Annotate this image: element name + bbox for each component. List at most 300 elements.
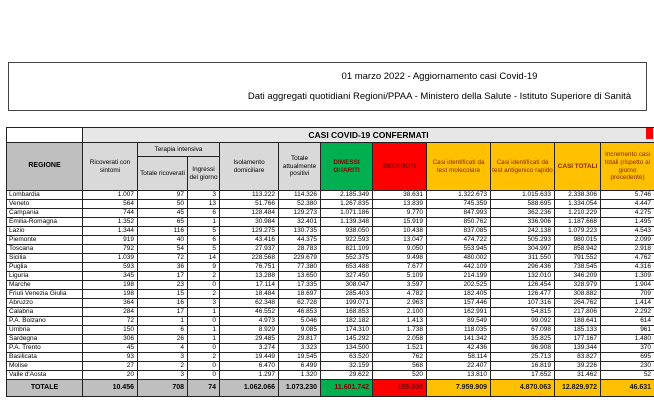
table-row [7,218,654,227]
table-row [7,254,654,263]
cell-terapia-totale-ricoverati: 2 [138,362,188,371]
cell-terapia-ingressi-giorno: 1 [188,308,220,317]
cell-deceduti: 9.050 [373,245,427,254]
cell-totale-attualmente-positivi: 18.697 [279,290,321,299]
totale-ricoverati-con-sintomi: 10.456 [83,380,138,397]
cell-terapia-ingressi-giorno: 3 [188,191,220,200]
cell-isolamento-domiciliare: 29.485 [220,335,279,344]
cell-totale-attualmente-positivi: 46.853 [279,308,321,317]
cell-isolamento-domiciliare: 4.973 [220,317,279,326]
cell-ricoverati-con-sintomi: 564 [83,200,138,209]
region-name: Campania [7,209,83,218]
cell-totale-attualmente-positivi: 5.046 [279,317,321,326]
cell-dimessi-guariti: 199.071 [321,299,373,308]
cell-ricoverati-con-sintomi: 45 [83,344,138,353]
table-row [7,326,654,335]
cell-terapia-totale-ricoverati: 4 [138,344,188,353]
cell-terapia-totale-ricoverati: 72 [138,254,188,263]
table-row [7,362,654,371]
cell-deceduti: 1.738 [373,326,427,335]
cell-deceduti: 762 [373,353,427,362]
cell-casi-test-molecolare: 182.405 [427,290,491,299]
cell-dimessi-guariti: 145.292 [321,335,373,344]
cell-totale-attualmente-positivi: 114.326 [279,191,321,200]
cell-casi-test-antigenico: 242.138 [491,227,555,236]
col-header-incremento-casi-totali: Incremento casi totali (rispetto al giorno precedente) [601,143,654,191]
cell-isolamento-domiciliare: 6.470 [220,362,279,371]
report-header [8,62,647,111]
cell-terapia-ingressi-giorno: 1 [188,326,220,335]
cell-terapia-ingressi-giorno: 14 [188,254,220,263]
cell-deceduti: 5.109 [373,272,427,281]
cell-ricoverati-con-sintomi: 27 [83,362,138,371]
cell-casi-test-antigenico: 132.010 [491,272,555,281]
cell-terapia-totale-ricoverati: 26 [138,335,188,344]
cell-terapia-totale-ricoverati: 65 [138,218,188,227]
cell-incremento-casi-totali: 695 [601,353,654,362]
cell-dimessi-guariti: 552.375 [321,254,373,263]
cell-casi-test-antigenico: 17.652 [491,371,555,380]
cell-ricoverati-con-sintomi: 792 [83,245,138,254]
cell-ricoverati-con-sintomi: 93 [83,353,138,362]
col-header-casi-test-antigenico: Casi identificati da test antigenico rapido [491,143,555,191]
col-header-regione: REGIONE [7,143,83,191]
table-row [7,299,654,308]
cell-dimessi-guariti: 168.853 [321,308,373,317]
cell-deceduti: 15.919 [373,218,427,227]
cell-terapia-totale-ricoverati: 116 [138,227,188,236]
banner-empty-cell [7,128,83,143]
cell-ricoverati-con-sintomi: 1.007 [83,191,138,200]
cell-ricoverati-con-sintomi: 1.039 [83,254,138,263]
cell-casi-test-antigenico: 311.550 [491,254,555,263]
covid-table [6,127,654,397]
cell-terapia-totale-ricoverati: 23 [138,281,188,290]
col-header-casi-totali: CASI TOTALI [555,143,601,191]
cell-isolamento-domiciliare: 1.297 [220,371,279,380]
cell-isolamento-domiciliare: 30.984 [220,218,279,227]
table-row [7,290,654,299]
cell-casi-test-antigenico: 505.293 [491,236,555,245]
cell-ricoverati-con-sintomi: 284 [83,308,138,317]
cell-isolamento-domiciliare: 8.929 [220,326,279,335]
cell-terapia-totale-ricoverati: 97 [138,191,188,200]
cell-casi-totali: 858.942 [555,245,601,254]
cell-casi-test-antigenico: 35.825 [491,335,555,344]
cell-dimessi-guariti: 1.267.835 [321,200,373,209]
cell-deceduti: 1.521 [373,344,427,353]
cell-terapia-ingressi-giorno: 2 [188,353,220,362]
cell-terapia-ingressi-giorno: 2 [188,290,220,299]
cell-totale-attualmente-positivi: 28.783 [279,245,321,254]
cell-casi-totali: 328.979 [555,281,601,290]
cell-totale-attualmente-positivi: 129.273 [279,209,321,218]
table-row [7,200,654,209]
cell-casi-test-antigenico: 67.098 [491,326,555,335]
cell-dimessi-guariti: 32.159 [321,362,373,371]
cell-terapia-ingressi-giorno: 2 [188,272,220,281]
region-name: Puglia [7,263,83,272]
cell-casi-totali: 188.641 [555,317,601,326]
cell-deceduti: 520 [373,371,427,380]
cell-totale-attualmente-positivi: 9.085 [279,326,321,335]
cell-ricoverati-con-sintomi: 306 [83,335,138,344]
cell-terapia-totale-ricoverati: 54 [138,245,188,254]
cell-dimessi-guariti: 1.071.186 [321,209,373,218]
cell-deceduti: 13.839 [373,200,427,209]
cell-casi-test-molecolare: 13.810 [427,371,491,380]
cell-terapia-totale-ricoverati: 3 [138,353,188,362]
totale-dimessi-guariti: 11.601.742 [321,380,373,397]
table-row [7,308,654,317]
cell-dimessi-guariti: 1.139.348 [321,218,373,227]
cell-deceduti: 2.100 [373,308,427,317]
cell-terapia-ingressi-giorno: 0 [188,317,220,326]
cell-incremento-casi-totali: 4.762 [601,254,654,263]
cell-incremento-casi-totali: 370 [601,344,654,353]
cell-terapia-ingressi-giorno: 0 [188,371,220,380]
cell-dimessi-guariti: 821.109 [321,245,373,254]
cell-casi-test-antigenico: 126.454 [491,281,555,290]
cell-dimessi-guariti: 2.185.349 [321,191,373,200]
cell-casi-test-molecolare: 141.342 [427,335,491,344]
col-header-ricoverati-con-sintomi: Ricoverati con sintomi [83,143,138,191]
region-name: Veneto [7,200,83,209]
cell-terapia-ingressi-giorno: 1 [188,335,220,344]
report-source-subtitle: Dati aggregati quotidiani Regioni/PPAA - Ministero della Salute - Istituto Superiore di Sanità [247,90,632,102]
cell-casi-test-molecolare: 474.722 [427,236,491,245]
cell-isolamento-domiciliare: 17.114 [220,281,279,290]
cell-casi-totali: 31.462 [555,371,601,380]
cell-incremento-casi-totali: 4.316 [601,263,654,272]
cell-terapia-totale-ricoverati: 50 [138,200,188,209]
cell-casi-totali: 791.552 [555,254,601,263]
cell-terapia-ingressi-giorno: 6 [188,236,220,245]
cell-totale-attualmente-positivi: 44.375 [279,236,321,245]
table-row [7,272,654,281]
cell-dimessi-guariti: 182.182 [321,317,373,326]
cell-incremento-casi-totali: 961 [601,326,654,335]
cell-casi-test-molecolare: 442.109 [427,263,491,272]
cell-incremento-casi-totali: 1.495 [601,218,654,227]
cell-casi-totali: 1.334.054 [555,200,601,209]
region-name: Abruzzo [7,299,83,308]
region-name: P.A. Trento [7,344,83,353]
cell-casi-totali: 39.226 [555,362,601,371]
cell-totale-attualmente-positivi: 77.380 [279,263,321,272]
cell-incremento-casi-totali: 614 [601,317,654,326]
cell-casi-totali: 177.167 [555,335,601,344]
cell-ricoverati-con-sintomi: 345 [83,272,138,281]
table-row [7,209,654,218]
region-name: Basilicata [7,353,83,362]
cell-terapia-ingressi-giorno: 0 [188,281,220,290]
cell-casi-totali: 738.545 [555,263,601,272]
cell-casi-test-molecolare: 837.085 [427,227,491,236]
cell-totale-attualmente-positivi: 130.735 [279,227,321,236]
cell-casi-totali: 83.827 [555,353,601,362]
cell-casi-test-antigenico: 296.436 [491,263,555,272]
cell-deceduti: 3.597 [373,281,427,290]
table-row [7,245,654,254]
cell-terapia-ingressi-giorno: 6 [188,209,220,218]
cell-casi-test-antigenico: 362.236 [491,209,555,218]
cell-casi-test-molecolare: 850.762 [427,218,491,227]
cell-incremento-casi-totali: 52 [601,371,654,380]
cell-dimessi-guariti: 922.593 [321,236,373,245]
cell-casi-test-antigenico: 588.695 [491,200,555,209]
cell-deceduti: 10.438 [373,227,427,236]
cell-dimessi-guariti: 327.450 [321,272,373,281]
cell-casi-test-antigenico: 54.815 [491,308,555,317]
cell-terapia-totale-ricoverati: 17 [138,308,188,317]
cell-dimessi-guariti: 174.310 [321,326,373,335]
cell-casi-test-molecolare: 162.991 [427,308,491,317]
cell-dimessi-guariti: 938.050 [321,227,373,236]
cell-deceduti: 9.498 [373,254,427,263]
table-banner: CASI COVID-19 CONFERMATI [83,128,654,143]
col-group-terapia-intensiva: Terapia intensiva [138,143,220,157]
cell-casi-totali: 264.762 [555,299,601,308]
table-row [7,236,654,245]
cell-totale-attualmente-positivi: 229.679 [279,254,321,263]
cell-totale-attualmente-positivi: 1.320 [279,371,321,380]
cell-terapia-ingressi-giorno: 0 [188,344,220,353]
cell-ricoverati-con-sintomi: 593 [83,263,138,272]
cell-dimessi-guariti: 29.622 [321,371,373,380]
totale-row [7,380,654,397]
cell-deceduti: 1.413 [373,317,427,326]
region-name: Sicilia [7,254,83,263]
region-name: Valle d'Aosta [7,371,83,380]
cell-casi-totali: 217.806 [555,308,601,317]
cell-ricoverati-con-sintomi: 198 [83,281,138,290]
cell-totale-attualmente-positivi: 13.650 [279,272,321,281]
cell-deceduti: 4.782 [373,290,427,299]
cell-casi-test-molecolare: 22.407 [427,362,491,371]
cell-terapia-totale-ricoverati: 15 [138,290,188,299]
cell-casi-totali: 139.344 [555,344,601,353]
cell-totale-attualmente-positivi: 32.401 [279,218,321,227]
region-name: Friuli Venezia Giulia [7,290,83,299]
cell-casi-test-antigenico: 99.092 [491,317,555,326]
cell-terapia-ingressi-giorno: 3 [188,299,220,308]
cell-dimessi-guariti: 653.488 [321,263,373,272]
cell-terapia-totale-ricoverati: 17 [138,272,188,281]
cell-incremento-casi-totali: 2.292 [601,308,654,317]
cell-terapia-totale-ricoverati: 36 [138,263,188,272]
cell-isolamento-domiciliare: 76.751 [220,263,279,272]
cell-deceduti: 2.963 [373,299,427,308]
cell-casi-test-antigenico: 1.015.633 [491,191,555,200]
cell-casi-test-molecolare: 58.114 [427,353,491,362]
cell-terapia-ingressi-giorno: 9 [188,263,220,272]
cell-casi-test-antigenico: 126.477 [491,290,555,299]
table-row [7,317,654,326]
cell-ricoverati-con-sintomi: 150 [83,326,138,335]
cell-terapia-totale-ricoverati: 40 [138,236,188,245]
cell-incremento-casi-totali: 2.918 [601,245,654,254]
table-row [7,371,654,380]
cell-incremento-casi-totali: 5.746 [601,191,654,200]
cell-terapia-ingressi-giorno: 0 [188,362,220,371]
cell-casi-test-antigenico: 336.906 [491,218,555,227]
cell-casi-test-molecolare: 214.199 [427,272,491,281]
cell-isolamento-domiciliare: 51.766 [220,200,279,209]
cell-terapia-totale-ricoverati: 1 [138,317,188,326]
region-name: Umbria [7,326,83,335]
cell-casi-totali: 980.015 [555,236,601,245]
region-name: Piemonte [7,236,83,245]
cell-totale-attualmente-positivi: 3.323 [279,344,321,353]
cell-isolamento-domiciliare: 3.274 [220,344,279,353]
cell-isolamento-domiciliare: 128.484 [220,209,279,218]
cell-ricoverati-con-sintomi: 744 [83,209,138,218]
cell-casi-totali: 1.079.223 [555,227,601,236]
cell-ricoverati-con-sintomi: 1.344 [83,227,138,236]
region-name: P.A. Bolzano [7,317,83,326]
cell-terapia-totale-ricoverati: 16 [138,299,188,308]
cell-dimessi-guariti: 63.520 [321,353,373,362]
cell-incremento-casi-totali: 4.275 [601,209,654,218]
totale-deceduti: 155.000 [373,380,427,397]
region-name: Molise [7,362,83,371]
cell-isolamento-domiciliare: 46.552 [220,308,279,317]
cell-ricoverati-con-sintomi: 198 [83,290,138,299]
table-row [7,281,654,290]
cell-casi-test-molecolare: 847.993 [427,209,491,218]
cell-ricoverati-con-sintomi: 919 [83,236,138,245]
table-row [7,353,654,362]
report-date-title: 01 marzo 2022 - Aggiornamento casi Covid-19 [341,71,538,83]
col-header-dimessi-guariti: DIMESSI GUARITI [321,143,373,191]
cell-isolamento-domiciliare: 43.416 [220,236,279,245]
totale-attualmente-positivi: 1.073.230 [279,380,321,397]
cell-casi-test-molecolare: 157.446 [427,299,491,308]
cell-terapia-ingressi-giorno: 5 [188,245,220,254]
col-header-totale-attualmente-positivi: Totale attualmente positivi [279,143,321,191]
cell-ricoverati-con-sintomi: 364 [83,299,138,308]
table-row [7,263,654,272]
cell-casi-test-molecolare: 553.945 [427,245,491,254]
cell-incremento-casi-totali: 4.543 [601,227,654,236]
cell-deceduti: 13.047 [373,236,427,245]
red-corner-marker [646,128,653,139]
cell-casi-totali: 2.338.306 [555,191,601,200]
cell-totale-attualmente-positivi: 52.380 [279,200,321,209]
region-name: Lombardia [7,191,83,200]
cell-casi-test-antigenico: 107.316 [491,299,555,308]
col-header-totale-ricoverati: Totale ricoverati [138,157,188,191]
cell-terapia-totale-ricoverati: 3 [138,371,188,380]
cell-deceduti: 7.677 [373,263,427,272]
cell-totale-attualmente-positivi: 19.545 [279,353,321,362]
cell-casi-test-molecolare: 480.002 [427,254,491,263]
cell-ricoverati-con-sintomi: 72 [83,317,138,326]
col-header-deceduti: DECEDUTI [373,143,427,191]
cell-terapia-totale-ricoverati: 45 [138,209,188,218]
cell-deceduti: 38.631 [373,191,427,200]
col-header-ingressi-del-giorno: Ingressi del giorno [188,157,220,191]
cell-isolamento-domiciliare: 129.275 [220,227,279,236]
totale-isolamento-domiciliare: 1.062.066 [220,380,279,397]
table-row [7,191,654,200]
cell-totale-attualmente-positivi: 6.499 [279,362,321,371]
cell-isolamento-domiciliare: 62.348 [220,299,279,308]
cell-incremento-casi-totali: 230 [601,362,654,371]
totale-terapia-ingressi-giorno: 74 [188,380,220,397]
cell-casi-test-molecolare: 1.322.673 [427,191,491,200]
cell-casi-test-molecolare: 745.359 [427,200,491,209]
cell-casi-test-antigenico: 304.997 [491,245,555,254]
cell-incremento-casi-totali: 1.414 [601,299,654,308]
cell-isolamento-domiciliare: 13.288 [220,272,279,281]
totale-terapia-totale-ricoverati: 708 [138,380,188,397]
region-name: Calabria [7,308,83,317]
cell-casi-totali: 346.209 [555,272,601,281]
cell-casi-totali: 1.187.668 [555,218,601,227]
cell-casi-totali: 1.210.229 [555,209,601,218]
table-row [7,344,654,353]
table-body [7,191,654,380]
cell-isolamento-domiciliare: 18.484 [220,290,279,299]
cell-casi-totali: 308.882 [555,290,601,299]
totale-casi-totali: 12.829.972 [555,380,601,397]
cell-dimessi-guariti: 308.047 [321,281,373,290]
totale-casi-test-molecolare: 7.959.909 [427,380,491,397]
cell-totale-attualmente-positivi: 29.817 [279,335,321,344]
cell-casi-test-molecolare: 89.549 [427,317,491,326]
cell-terapia-ingressi-giorno: 13 [188,200,220,209]
region-name: Marche [7,281,83,290]
cell-casi-totali: 185.133 [555,326,601,335]
cell-terapia-ingressi-giorno: 5 [188,227,220,236]
cell-incremento-casi-totali: 1.480 [601,335,654,344]
cell-deceduti: 9.770 [373,209,427,218]
cell-ricoverati-con-sintomi: 20 [83,371,138,380]
cell-dimessi-guariti: 285.403 [321,290,373,299]
cell-terapia-ingressi-giorno: 1 [188,218,220,227]
cell-casi-test-molecolare: 202.525 [427,281,491,290]
totale-label: TOTALE [7,380,83,397]
table-row [7,335,654,344]
region-name: Emilia-Romagna [7,218,83,227]
col-header-casi-test-molecolare: Casi identificati da test molecolare [427,143,491,191]
cell-totale-attualmente-positivi: 17.335 [279,281,321,290]
region-name: Sardegna [7,335,83,344]
totale-incremento-casi-totali: 46.631 [601,380,654,397]
region-name: Toscana [7,245,83,254]
cell-incremento-casi-totali: 1.904 [601,281,654,290]
col-header-isolamento-domiciliare: Isolamento domiciliare [220,143,279,191]
cell-casi-test-antigenico: 96.908 [491,344,555,353]
cell-ricoverati-con-sintomi: 1.352 [83,218,138,227]
cell-casi-test-antigenico: 16.819 [491,362,555,371]
region-name: Liguria [7,272,83,281]
cell-incremento-casi-totali: 709 [601,290,654,299]
cell-casi-test-molecolare: 42.436 [427,344,491,353]
cell-deceduti: 2.058 [373,335,427,344]
cell-casi-test-molecolare: 118.035 [427,326,491,335]
cell-totale-attualmente-positivi: 62.728 [279,299,321,308]
cell-isolamento-domiciliare: 228.568 [220,254,279,263]
cell-deceduti: 568 [373,362,427,371]
cell-isolamento-domiciliare: 113.222 [220,191,279,200]
cell-incremento-casi-totali: 2.099 [601,236,654,245]
totale-casi-test-antigenico: 4.870.063 [491,380,555,397]
cell-incremento-casi-totali: 1.309 [601,272,654,281]
cell-isolamento-domiciliare: 27.937 [220,245,279,254]
